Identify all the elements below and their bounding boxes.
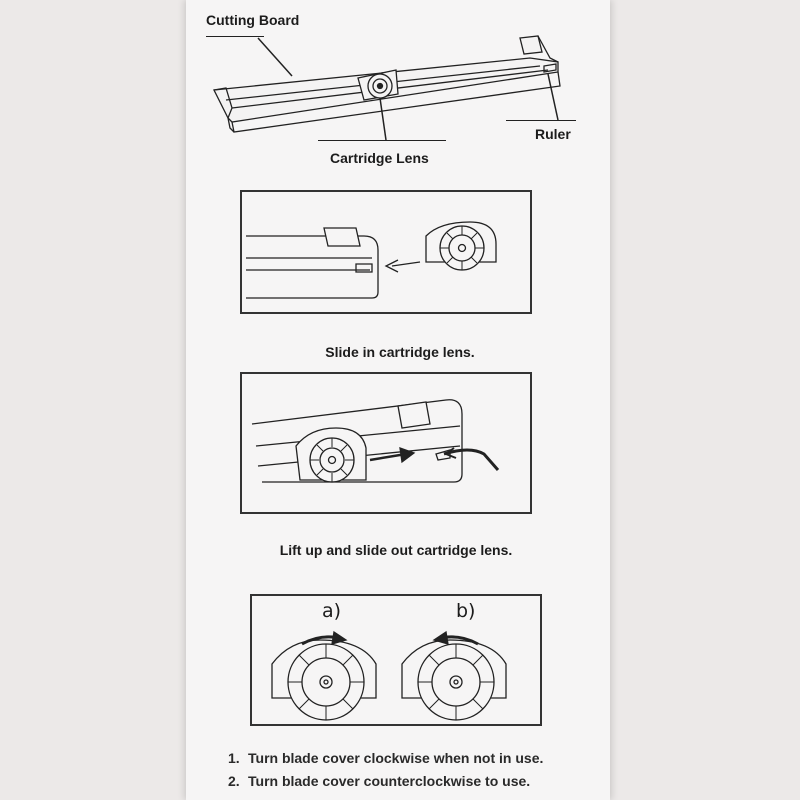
slide-in-panel [240,190,532,314]
blade-cover-panel [250,594,542,726]
variant-b-label: b) [456,600,476,622]
step-item [228,750,543,766]
slide-out-caption: Lift up and slide out cartridge lens. [279,542,513,558]
step-text: Turn blade cover counterclockwise to use. [248,773,531,789]
variant-a-label: a) [322,600,342,622]
step-number: 1. [228,750,240,766]
slide-out-panel [240,372,532,514]
cutting-board-callout-line [206,36,264,37]
cutting-board-label: Cutting Board [206,12,300,28]
step-text: Turn blade cover clockwise when not in use. [248,750,544,766]
cartridge-lens-callout-line [318,140,446,141]
step-item [228,773,543,789]
cartridge-lens-label: Cartridge Lens [330,150,429,166]
steps-list [228,750,543,796]
slide-in-caption: Slide in cartridge lens. [325,344,475,360]
step-number: 2. [228,773,240,789]
ruler-callout-line [506,120,576,121]
ruler-label: Ruler [535,126,571,142]
